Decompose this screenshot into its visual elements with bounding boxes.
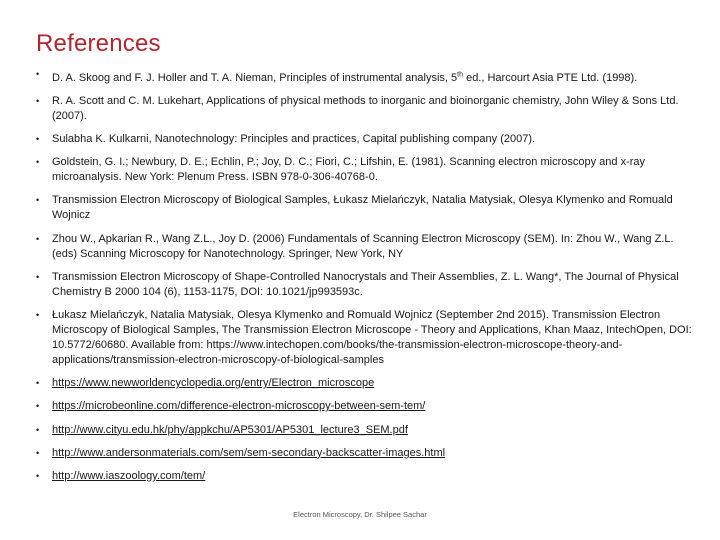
bullet-icon: • xyxy=(36,470,40,481)
reference-text: Transmission Electron Microscopy of Shape-Controlled Nanocrystals and Their Assemblies, Z. L. Wang*, The Journal of Physical Chemistry B 2000 104 (6), 1153-1175, DOI: 10.1021/jp993593c. xyxy=(52,270,679,298)
bullet-icon: • xyxy=(36,401,40,412)
reference-item xyxy=(36,132,698,147)
reference-text: D. A. Skoog and F. J. Holler and T. A. Nieman, Principles of instrumental analysis, 5th ed., Harcourt Asia PTE Ltd. (1998). xyxy=(52,71,638,84)
bullet-icon: • xyxy=(36,378,40,389)
reference-item xyxy=(36,232,698,262)
bullet-icon: • xyxy=(36,309,40,320)
bullet-icon: • xyxy=(36,424,40,435)
bullet-icon: • xyxy=(36,195,40,206)
page-title: References xyxy=(36,30,161,57)
reference-link[interactable]: https://microbeonline.com/difference-electron-microscopy-between-sem-tem/ xyxy=(52,400,426,413)
reference-text: Zhou W., Apkarian R., Wang Z.L., Joy D. (2006) Fundamentals of Scanning Electron Microscopy (SEM). In: Zhou W., Wang Z.L. (eds) Scanning Microscopy for Nanotechnology. Springer, New York, NY xyxy=(52,232,674,260)
reference-item[interactable] xyxy=(36,469,698,484)
reference-link[interactable]: http://www.andersonmaterials.com/sem/sem-secondary-backscatter-images.html xyxy=(52,446,446,459)
reference-item[interactable] xyxy=(36,423,698,438)
reference-item xyxy=(36,308,698,368)
bullet-icon: • xyxy=(36,95,40,106)
reference-link[interactable]: http://www.cityu.edu.hk/phy/appkchu/AP5301/AP5301_lecture3_SEM.pdf xyxy=(52,423,408,436)
bullet-icon: • xyxy=(36,69,40,79)
reference-list xyxy=(36,67,698,492)
reference-item xyxy=(36,67,698,86)
bullet-icon: • xyxy=(36,134,40,145)
reference-text: Transmission Electron Microscopy of Biological Samples, Łukasz Mielańczyk, Natalia Matysiak, Olesya Klymenko and Romuald Wojnicz xyxy=(52,194,673,222)
reference-link[interactable]: https://www.newworldencyclopedia.org/entry/Electron_microscope xyxy=(52,377,375,390)
reference-item[interactable] xyxy=(36,399,698,414)
reference-item xyxy=(36,94,698,124)
bullet-icon: • xyxy=(36,447,40,458)
bullet-icon: • xyxy=(36,233,40,244)
reference-text: R. A. Scott and C. M. Lukehart, Applications of physical methods to inorganic and bioinorganic chemistry, John Wiley & Sons Ltd. (2007). xyxy=(52,94,679,122)
reference-item[interactable] xyxy=(36,446,698,461)
bullet-icon: • xyxy=(36,271,40,282)
reference-item xyxy=(36,155,698,185)
bullet-icon: • xyxy=(36,157,40,168)
reference-item[interactable] xyxy=(36,376,698,391)
slide-edge xyxy=(0,0,4,540)
slide-footer: Electron Microscopy, Dr. Shilpee Sachar xyxy=(293,510,427,519)
reference-link[interactable]: http://www.iaszoology.com/tem/ xyxy=(52,469,206,482)
reference-item xyxy=(36,270,698,300)
reference-item xyxy=(36,193,698,223)
reference-text: Łukasz Mielańczyk, Natalia Matysiak, Olesya Klymenko and Romuald Wojnicz (September 2nd 2015). Transmission Electron Microscopy of Biological Samples, The Transmission Electron Microscope - Theory and Applications, Khan Maaz, IntechOpen, DOI: 10.5772/60680. Available from: https://www.intechopen.com/books/the-transmission-electron-microscope-theory-and-applications/transmission-electron-microscopy-of-biological-samples xyxy=(52,308,692,366)
reference-text: Goldstein, G. I.; Newbury, D. E.; Echlin, P.; Joy, D. C.; Fiori, C.; Lifshin, E. (1981). Scanning electron microscopy and x-ray microanalysis. New York: Plenum Press. ISBN 978-0-306-40768-0. xyxy=(52,156,646,184)
reference-text: Sulabha K. Kulkarni, Nanotechnology: Principles and practices, Capital publishing company (2007). xyxy=(52,133,536,146)
